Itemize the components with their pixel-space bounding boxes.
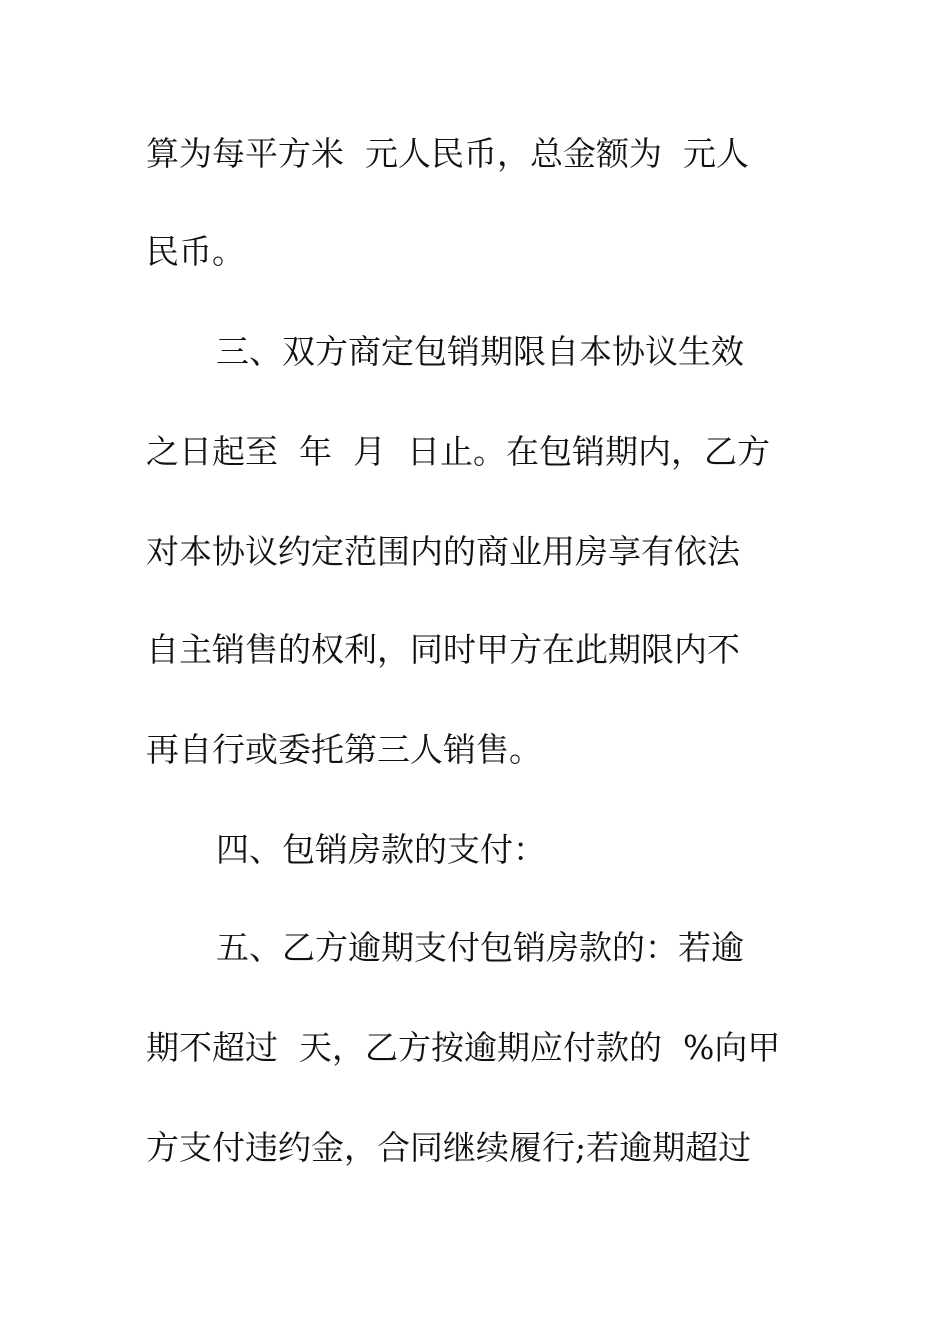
- text-line-5: 对本协议约定范围内的商业用房享有依法: [146, 532, 740, 571]
- text-line-2: 民币。: [146, 232, 245, 271]
- paragraph-four: 四、包销房款的支付：: [216, 830, 546, 869]
- text-line-6: 自主销售的权利，同时甲方在此期限内不: [146, 630, 740, 669]
- paragraph-five-start: 五、乙方逾期支付包销房款的：若逾: [216, 928, 744, 967]
- text-line-1: 算为每平方米 元人民币，总金额为 元人: [146, 134, 749, 173]
- text-line-10: 期不超过 天，乙方按逾期应付款的 %向甲: [146, 1028, 781, 1067]
- paragraph-three-start: 三、双方商定包销期限自本协议生效: [216, 332, 744, 371]
- text-line-4: 之日起至 年 月 日止。在包销期内，乙方: [146, 432, 770, 471]
- text-line-11: 方支付违约金，合同继续履行;若逾期超过: [146, 1128, 752, 1167]
- text-line-7: 再自行或委托第三人销售。: [146, 730, 542, 769]
